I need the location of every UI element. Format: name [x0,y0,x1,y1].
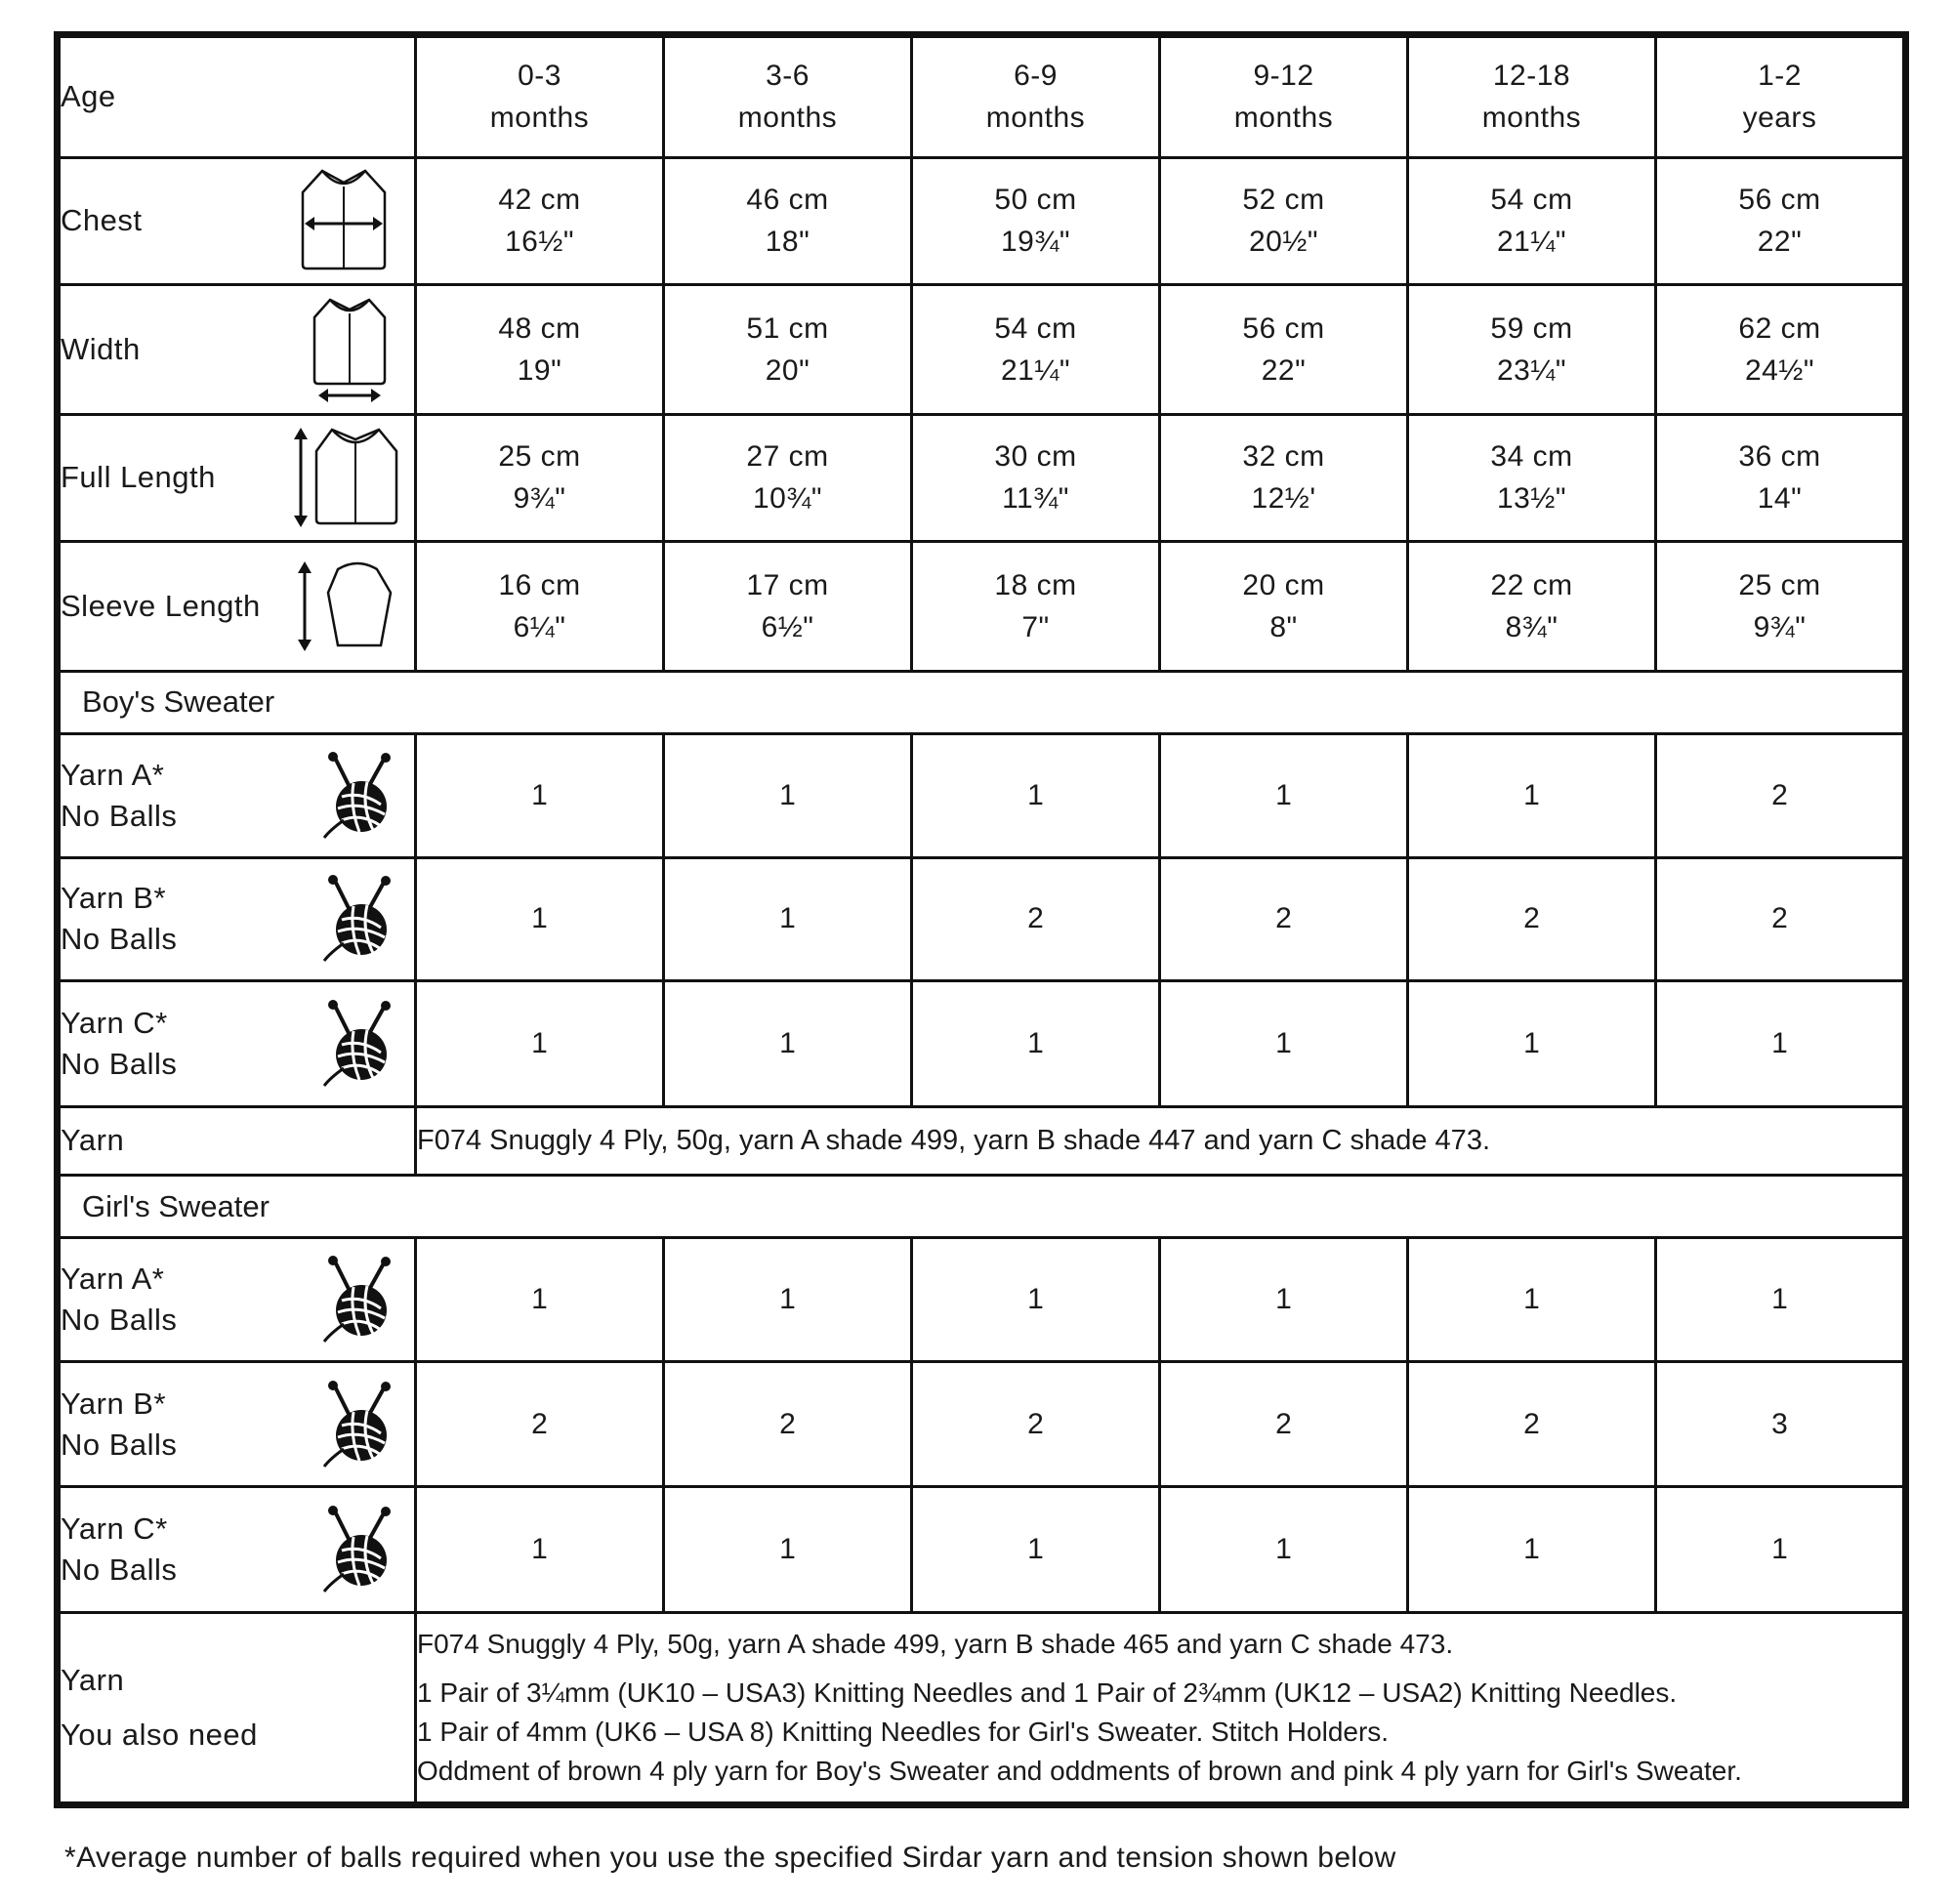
chest-cm: 52 cm [1242,184,1325,217]
size-unit: months [1481,102,1582,135]
yarn-name: Yarn B* [61,1386,167,1421]
ball-count: 1 [416,981,664,1107]
sleeve-length-label-cell [60,542,416,672]
ball-count: 1 [664,734,912,858]
ball-count: 1 [416,734,664,858]
chest-cell [1408,157,1656,285]
size-chart [54,31,1909,1808]
sleeve-length-in: 6½" [761,611,814,644]
chest-cell [1160,157,1408,285]
yarn-sub: No Balls [61,798,178,833]
width-label-cell [60,285,416,415]
chest-label-cell [60,157,416,285]
width-cell [1408,285,1656,415]
yarn-label [61,1003,177,1085]
ball-count: 2 [416,1361,664,1487]
size-header-3 [1160,37,1408,158]
sleeve-length-in: 9¾" [1753,611,1807,644]
ball-count: 2 [912,857,1160,981]
girls-yarn-details [416,1613,1904,1803]
yarn-name: Yarn A* [61,757,165,792]
full-length-label-cell [60,414,416,542]
ball-count: 1 [1160,1238,1408,1362]
chest-in: 22" [1757,226,1803,259]
chest-row [60,157,1904,285]
ball-count: 2 [1408,1361,1656,1487]
width-in: 23¼" [1496,353,1567,387]
yarn-label [61,1384,177,1466]
yarn-sub: No Balls [61,1427,178,1462]
ball-count: 1 [1408,1487,1656,1613]
yarn-label-cell [60,734,416,858]
chest-label: Chest [61,203,143,238]
chest-cm: 42 cm [498,184,581,217]
full-length-cm: 25 cm [498,440,581,474]
size-range: 0-3 [518,60,561,93]
sleeve-length-cell [912,542,1160,672]
width-cm: 59 cm [1490,311,1573,345]
width-cell [664,285,912,415]
sleeve-length-icon [293,559,395,653]
chest-cell [416,157,664,285]
ball-count: 2 [1160,1361,1408,1487]
ball-count: 3 [1656,1361,1904,1487]
sleeve-length-cell [1160,542,1408,672]
sleeve-length-in: 8¾" [1505,611,1558,644]
sleeve-length-cell [1408,542,1656,672]
ball-count: 2 [1656,857,1904,981]
yarn-ball-icon [320,1000,395,1088]
full-length-in: 11¾" [1002,482,1069,516]
sleeve-length-in: 7" [1021,611,1050,644]
size-header-5 [1656,37,1904,158]
yarn-sub: No Balls [61,1046,178,1081]
sleeve-length-cm: 25 cm [1738,569,1821,602]
full-length-cell [664,414,912,542]
yarn-label-cell [60,1238,416,1362]
width-cell [1160,285,1408,415]
ball-count: 1 [1408,981,1656,1107]
girls-yarn-spec: F074 Snuggly 4 Ply, 50g, yarn A shade 499, yarn B shade 465 and yarn C shade 473. [417,1629,1454,1659]
size-unit: months [737,102,838,135]
width-cm: 48 cm [498,311,581,345]
width-label: Width [61,331,141,366]
size-table [58,35,1905,1804]
chest-cm: 46 cm [746,184,829,217]
yarn-label [61,1259,177,1341]
sleeve-length-cm: 16 cm [498,569,581,602]
ball-count: 1 [664,981,912,1107]
ball-count: 1 [1656,1238,1904,1362]
boys-section-row [60,671,1904,733]
oddments-line: Oddment of brown 4 ply yarn for Boy's Sweater and oddments of brown and pink 4 ply yarn for Girl's Sweater. [417,1756,1742,1786]
sleeve-length-cell [416,542,664,672]
size-unit: months [489,102,590,135]
boys-yarn-a-row [60,734,1904,858]
width-in: 24½" [1744,353,1815,387]
yarn-ball-icon [320,1506,395,1594]
full-length-cm: 27 cm [746,440,829,474]
size-header-1 [664,37,912,158]
full-length-cell [1160,414,1408,542]
ball-count: 2 [1160,857,1408,981]
age-row [60,37,1904,158]
full-length-row [60,414,1904,542]
width-cm: 54 cm [994,311,1077,345]
sleeve-length-in: 6¼" [513,611,566,644]
ball-count: 1 [416,1238,664,1362]
chest-in: 20½" [1248,226,1319,259]
yarn-label-cell [60,1487,416,1613]
boys-yarn-b-row [60,857,1904,981]
full-length-in: 13½" [1496,482,1567,516]
chest-cm: 50 cm [994,184,1077,217]
yarn-sub: No Balls [61,1552,178,1588]
chest-icon [299,167,389,274]
ball-count: 1 [664,1487,912,1613]
ball-count: 2 [1408,857,1656,981]
ball-count: 1 [1656,1487,1904,1613]
full-length-in: 14" [1757,482,1803,516]
chest-in: 18" [765,226,810,259]
ball-count: 2 [912,1361,1160,1487]
width-in: 20" [765,353,810,387]
ball-count: 1 [664,1238,912,1362]
size-range: 1-2 [1758,60,1802,93]
full-length-in: 12½' [1251,482,1316,516]
boys-yarn-info-row [60,1106,1904,1175]
ball-count: 2 [664,1361,912,1487]
sleeve-length-cell [1656,542,1904,672]
age-label: Age [61,79,116,114]
width-cm: 56 cm [1242,311,1325,345]
ball-count: 1 [1160,1487,1408,1613]
full-length-cell [1656,414,1904,542]
size-unit: months [1233,102,1334,135]
ball-count: 1 [912,1487,1160,1613]
full-length-cell [1408,414,1656,542]
width-cell [416,285,664,415]
sleeve-length-cm: 18 cm [994,569,1077,602]
size-range: 9-12 [1253,60,1314,93]
yarn-info-label-cell [60,1106,416,1175]
ball-count: 1 [912,734,1160,858]
width-in: 22" [1261,353,1307,387]
ball-count: 1 [416,857,664,981]
yarn-label-cell [60,857,416,981]
ball-count: 1 [1656,981,1904,1107]
yarn-label-cell [60,1361,416,1487]
ball-count: 1 [664,857,912,981]
width-in: 21¼" [1000,353,1071,387]
ball-count: 1 [1160,734,1408,858]
girls-yarn-a-row [60,1238,1904,1362]
chest-in: 19¾" [1000,226,1071,259]
width-row [60,285,1904,415]
chest-cm: 56 cm [1738,184,1821,217]
yarn-label-cell [60,981,416,1107]
yarn-ball-icon [320,1256,395,1344]
sleeve-length-cell [664,542,912,672]
size-header-2 [912,37,1160,158]
width-cell [912,285,1160,415]
size-unit: months [985,102,1086,135]
also-need-label: You also need [61,1718,258,1752]
full-length-cm: 30 cm [994,440,1077,474]
full-length-cm: 32 cm [1242,440,1325,474]
boys-section-title: Boy's Sweater [60,671,1904,733]
yarn-label [61,878,177,960]
boys-yarn-spec: F074 Snuggly 4 Ply, 50g, yarn A shade 499, yarn B shade 447 and yarn C shade 473. [416,1106,1904,1175]
full-length-in: 9¾" [513,482,566,516]
width-cell [1656,285,1904,415]
yarn-ball-icon [320,1381,395,1469]
size-range: 12-18 [1492,60,1571,93]
sleeve-length-cm: 17 cm [746,569,829,602]
yarn-info-label-cell [60,1613,416,1803]
full-length-icon [291,424,400,531]
yarn-info-label: Yarn [61,1123,125,1158]
size-header-4 [1408,37,1656,158]
footnote: *Average number of balls required when you use the specified Sirdar yarn and tension shown below [64,1842,1396,1874]
girls-section-title: Girl's Sweater [60,1176,1904,1238]
yarn-label [61,1509,177,1591]
ball-count: 1 [416,1487,664,1613]
sleeve-length-cm: 20 cm [1242,569,1325,602]
yarn-label [61,755,177,837]
size-header-0 [416,37,664,158]
age-label-cell [60,37,416,158]
ball-count: 1 [912,1238,1160,1362]
ball-count: 1 [1160,981,1408,1107]
sleeve-length-cm: 22 cm [1490,569,1573,602]
yarn-name: Yarn B* [61,881,167,916]
chest-cell [912,157,1160,285]
ball-count: 1 [1408,734,1656,858]
full-length-in: 10¾" [752,482,823,516]
width-cm: 51 cm [746,311,829,345]
size-range: 6-9 [1014,60,1058,93]
sleeve-length-in: 8" [1269,611,1298,644]
full-length-cell [416,414,664,542]
yarn-info-label: Yarn [61,1663,125,1697]
yarn-sub: No Balls [61,922,178,957]
sleeve-length-label: Sleeve Length [61,589,261,624]
chest-in: 21¼" [1496,226,1567,259]
ball-count: 2 [1656,734,1904,858]
size-range: 3-6 [766,60,810,93]
yarn-name: Yarn C* [61,1005,168,1040]
width-cm: 62 cm [1738,311,1821,345]
girls-yarn-info-row [60,1613,1904,1803]
yarn-name: Yarn C* [61,1511,168,1547]
yarn-ball-icon [320,875,395,963]
girls-section-row [60,1176,1904,1238]
ball-count: 1 [912,981,1160,1107]
yarn-sub: No Balls [61,1303,178,1338]
sleeve-length-row [60,542,1904,672]
chest-cm: 54 cm [1490,184,1573,217]
width-in: 19" [517,353,562,387]
chest-in: 16½" [504,226,575,259]
boys-yarn-c-row [60,981,1904,1107]
girls-yarn-b-row [60,1361,1904,1487]
full-length-cell [912,414,1160,542]
needles-holders-line: 1 Pair of 4mm (UK6 – USA 8) Knitting Needles for Girl's Sweater. Stitch Holders. [417,1717,1390,1747]
chest-cell [664,157,912,285]
full-length-cm: 36 cm [1738,440,1821,474]
yarn-name: Yarn A* [61,1262,165,1297]
full-length-cm: 34 cm [1490,440,1573,474]
width-icon [311,296,389,403]
size-unit: years [1742,102,1817,135]
ball-count: 1 [1408,1238,1656,1362]
full-length-label: Full Length [61,460,216,495]
yarn-ball-icon [320,752,395,840]
needles-line: 1 Pair of 3¼mm (UK10 – USA3) Knitting Needles and 1 Pair of 2¾mm (UK12 – USA2) Knitting Needles. [417,1677,1678,1708]
chest-cell [1656,157,1904,285]
girls-yarn-c-row [60,1487,1904,1613]
